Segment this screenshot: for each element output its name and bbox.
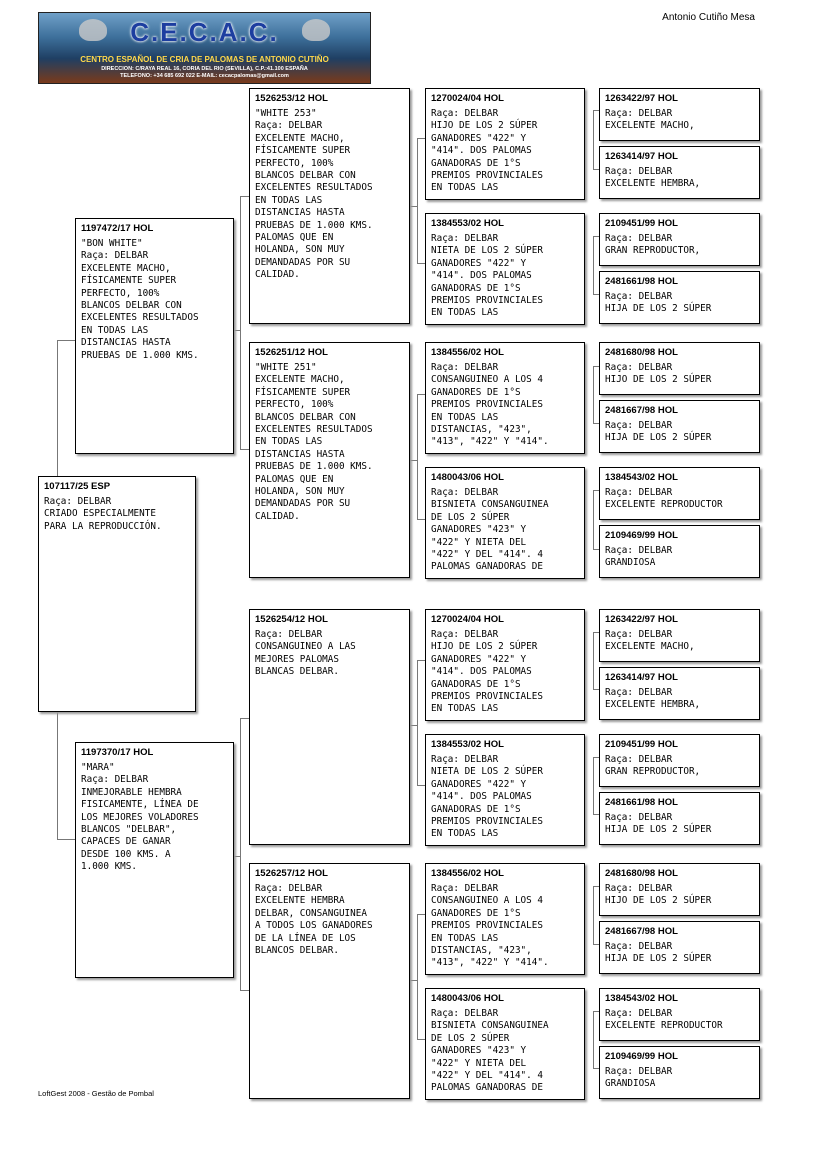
pigeon-card-great-grandparent[interactable] — [425, 342, 585, 454]
ring-number: 2109451/99 HOL — [605, 739, 678, 750]
ring-number: 1480043/06 HOL — [431, 993, 504, 1004]
pigeon-description: Raça: DELBAR BISNIETA CONSANGUINEA DE LOS 2 SÚPER GANADORES "423" Y "422" Y NIETA DEL "422" Y DEL "414". 4 PALOMAS GANADORAS DE — [431, 1008, 549, 1094]
ring-number: 1270024/04 HOL — [431, 93, 504, 104]
logo-title: C.E.C.A.C. — [130, 17, 279, 47]
ring-number: 1197472/17 HOL — [81, 223, 154, 234]
ring-number: 2109469/99 HOL — [605, 1051, 678, 1062]
pigeon-description: Raça: DELBAR EXCELENTE MACHO, — [605, 629, 695, 653]
pigeon-card-gg-grandparent[interactable] — [599, 667, 760, 720]
pigeon-description: Raça: DELBAR BISNIETA CONSANGUINEA DE LOS 2 SÚPER GANADORES "423" Y "422" Y NIETA DEL "422" Y DEL "414". 4 PALOMAS GANADORAS DE — [431, 487, 549, 573]
pigeon-description: Raça: DELBAR HIJA DE LOS 2 SÚPER — [605, 291, 712, 315]
logo-subtitle: CENTRO ESPAÑOL DE CRIA DE PALOMAS DE ANTONIO CUTIÑO — [80, 55, 329, 64]
pigeon-description: Raça: DELBAR GRAN REPRODUCTOR, — [605, 754, 701, 778]
pigeon-card-great-grandparent[interactable] — [425, 213, 585, 325]
ring-number: 1263414/97 HOL — [605, 672, 678, 683]
ring-number: 1263422/97 HOL — [605, 614, 678, 625]
ring-number: 1384543/02 HOL — [605, 993, 678, 1004]
pigeon-card-great-grandparent[interactable] — [425, 467, 585, 579]
ring-number: 2109469/99 HOL — [605, 530, 678, 541]
ring-number: 1270024/04 HOL — [431, 614, 504, 625]
pigeon-description: Raça: DELBAR GRAN REPRODUCTOR, — [605, 233, 701, 257]
pigeon-description: Raça: DELBAR NIETA DE LOS 2 SÚPER GANADORES "422" Y "414". DOS PALOMAS GANADORAS DE 1°S PREMIOS PROVINCIALES EN TODAS LAS — [431, 233, 543, 319]
pigeon-card-subject[interactable] — [38, 476, 196, 712]
pigeon-card-great-grandparent[interactable] — [425, 988, 585, 1100]
pigeon-card-gg-grandparent[interactable] — [599, 146, 760, 199]
logo-contact: TELEFONO: +34 685 692 022 E-MAIL: cecacpalomas@gmail.com — [120, 73, 289, 79]
pigeon-description: Raça: DELBAR GRANDIOSA — [605, 1066, 673, 1090]
pigeon-card-grandparent[interactable] — [249, 863, 410, 1099]
ring-number: 1526257/12 HOL — [255, 868, 328, 879]
connector-stub — [410, 460, 417, 461]
ring-number: 2481661/98 HOL — [605, 276, 678, 287]
ring-number: 1526253/12 HOL — [255, 93, 328, 104]
pigeon-card-sire[interactable] — [75, 218, 234, 454]
ring-number: 1526251/12 HOL — [255, 347, 328, 358]
connector-gp3 — [417, 660, 425, 786]
pigeon-description: Raça: DELBAR HIJO DE LOS 2 SÚPER — [605, 883, 712, 907]
pigeon-card-gg-grandparent[interactable] — [599, 1046, 760, 1099]
pigeon-description: Raça: DELBAR EXCELENTE HEMBRA, — [605, 166, 701, 190]
pigeon-card-dam[interactable] — [75, 742, 234, 978]
pigeon-description: Raça: DELBAR HIJA DE LOS 2 SÚPER — [605, 420, 712, 444]
ring-number: 1384543/02 HOL — [605, 472, 678, 483]
ring-number: 1197370/17 HOL — [81, 747, 154, 758]
pigeon-card-gg-grandparent[interactable] — [599, 213, 760, 266]
connector-stub — [234, 856, 240, 857]
connector-stub — [410, 206, 417, 207]
pigeon-description: Raça: DELBAR NIETA DE LOS 2 SÚPER GANADORES "422" Y "414". DOS PALOMAS GANADORAS DE 1°S PREMIOS PROVINCIALES EN TODAS LAS — [431, 754, 543, 840]
connector-stub — [410, 725, 417, 726]
connector-stub — [410, 980, 417, 981]
pigeon-description: Raça: DELBAR HIJA DE LOS 2 SÚPER — [605, 941, 712, 965]
ring-number: 1526254/12 HOL — [255, 614, 328, 625]
connector-sire — [240, 196, 249, 450]
pigeon-description: "WHITE 251" EXCELENTE MACHO, FÍSICAMENTE SUPER PERFECTO, 100% BLANCOS DELBAR CON EXCELENTES RESULTADOS EN TODAS LAS DISTANCIAS HASTA PRUEBAS DE 1.000 KMS. PALOMAS QUE EN HOLANDA, SON MUY DEMANDADAS POR SU CALIDAD. — [255, 362, 373, 522]
pigeon-description: Raça: DELBAR CRIADO ESPECIALMENTE PARA LA REPRODUCCIÓN. — [44, 496, 162, 532]
ring-number: 2481667/98 HOL — [605, 405, 678, 416]
logo-address: DIRECCION: C/RAYA REAL 16, CORIA DEL RIO (SEVILLA), C.P.:41.100 ESPAÑA — [101, 66, 308, 72]
pigeon-card-gg-grandparent[interactable] — [599, 88, 760, 141]
ring-number: 1263422/97 HOL — [605, 93, 678, 104]
pigeon-card-gg-grandparent[interactable] — [599, 400, 760, 453]
ring-number: 2481667/98 HOL — [605, 926, 678, 937]
pigeon-card-gg-grandparent[interactable] — [599, 525, 760, 578]
pigeon-description: "MARA" Raça: DELBAR INMEJORABLE HEMBRA FISICAMENTE, LÍNEA DE LOS MEJORES VOLADORES BLANCOS "DELBAR", CAPACES DE GANAR DESDE 100 KMS. A 1.000 KMS. — [81, 762, 199, 873]
pigeon-description: Raça: DELBAR EXCELENTE REPRODUCTOR — [605, 487, 723, 511]
pigeon-description: Raça: DELBAR EXCELENTE HEMBRA DELBAR, CONSANGUINEA A TODOS LOS GANADORES DE LA LÍNEA DE LOS BLANCOS DELBAR. — [255, 883, 373, 957]
pigeon-card-great-grandparent[interactable] — [425, 88, 585, 200]
pigeon-card-great-grandparent[interactable] — [425, 863, 585, 975]
pigeon-card-gg-grandparent[interactable] — [599, 342, 760, 395]
cecac-logo — [38, 12, 371, 84]
pigeon-description: Raça: DELBAR EXCELENTE HEMBRA, — [605, 687, 701, 711]
pigeon-card-gg-grandparent[interactable] — [599, 271, 760, 324]
pigeon-card-gg-grandparent[interactable] — [599, 467, 760, 520]
ring-number: 2481680/98 HOL — [605, 347, 678, 358]
pigeon-card-grandparent[interactable] — [249, 609, 410, 845]
ring-number: 2481680/98 HOL — [605, 868, 678, 879]
pigeon-description: Raça: DELBAR CONSANGUINEO A LOS 4 GANADORES DE 1°S PREMIOS PROVINCIALES EN TODAS LAS DISTANCIAS, "423", "413", "422" Y "414". — [431, 883, 549, 969]
owner-name: Antonio Cutiño Mesa — [662, 12, 755, 23]
connector-stub — [234, 330, 240, 331]
pigeon-description: Raça: DELBAR EXCELENTE MACHO, — [605, 108, 695, 132]
pigeon-card-gg-grandparent[interactable] — [599, 863, 760, 916]
pigeon-card-gg-grandparent[interactable] — [599, 734, 760, 787]
footer-text: LoftGest 2008 - Gestão de Pombal — [38, 1089, 154, 1098]
ring-number: 1384553/02 HOL — [431, 739, 504, 750]
connector-gp1 — [417, 138, 425, 264]
pigeon-description: Raça: DELBAR HIJO DE LOS 2 SÚPER GANADORES "422" Y "414". DOS PALOMAS GANADORAS DE 1°S PREMIOS PROVINCIALES EN TODAS LAS — [431, 629, 543, 715]
pigeon-description: Raça: DELBAR GRANDIOSA — [605, 545, 673, 569]
ring-number: 1384556/02 HOL — [431, 347, 504, 358]
connector-gp4 — [417, 914, 425, 1040]
ring-number: 2109451/99 HOL — [605, 218, 678, 229]
connector-dam — [240, 718, 249, 991]
ring-number: 1384553/02 HOL — [431, 218, 504, 229]
pigeon-card-grandparent[interactable] — [249, 342, 410, 578]
pigeon-description: "WHITE 253" Raça: DELBAR EXCELENTE MACHO, FÍSICAMENTE SUPER PERFECTO, 100% BLANCOS DELBAR CON EXCELENTES RESULTADOS EN TODAS LAS DISTANCIAS HASTA PRUEBAS DE 1.000 KMS. PALOMAS QUE EN HOLANDA, SON MUY DEMANDADAS POR SU CALIDAD. — [255, 108, 373, 281]
pigeon-card-great-grandparent[interactable] — [425, 609, 585, 721]
pigeon-card-gg-grandparent[interactable] — [599, 609, 760, 662]
pigeon-description: Raça: DELBAR CONSANGUINEO A LOS 4 GANADORES DE 1°S PREMIOS PROVINCIALES EN TODAS LAS DISTANCIAS, "423", "413", "422" Y "414". — [431, 362, 549, 448]
pigeon-card-grandparent[interactable] — [249, 88, 410, 324]
ring-number: 1263414/97 HOL — [605, 151, 678, 162]
pigeon-card-great-grandparent[interactable] — [425, 734, 585, 846]
pigeon-description: Raça: DELBAR CONSANGUINEO A LAS MEJORES PALOMAS BLANCAS DELBAR. — [255, 629, 356, 678]
pigeon-card-gg-grandparent[interactable] — [599, 792, 760, 845]
pigeon-card-gg-grandparent[interactable] — [599, 921, 760, 974]
connector-gp2 — [417, 394, 425, 520]
pigeon-description: Raça: DELBAR HIJA DE LOS 2 SÚPER — [605, 812, 712, 836]
ring-number: 1384556/02 HOL — [431, 868, 504, 879]
ring-number: 1480043/06 HOL — [431, 472, 504, 483]
pigeon-description: Raça: DELBAR HIJO DE LOS 2 SÚPER GANADORES "422" Y "414". DOS PALOMAS GANADORAS DE 1°S PREMIOS PROVINCIALES EN TODAS LAS — [431, 108, 543, 194]
pigeon-card-gg-grandparent[interactable] — [599, 988, 760, 1041]
pigeon-description: "BON WHITE" Raça: DELBAR EXCELENTE MACHO, FÍSICAMENTE SUPER PERFECTO, 100% BLANCOS DELBAR CON EXCELENTES RESULTADOS EN TODAS LAS DISTANCIAS HASTA PRUEBAS DE 1.000 KMS. — [81, 238, 199, 361]
pigeon-description: Raça: DELBAR EXCELENTE REPRODUCTOR — [605, 1008, 723, 1032]
ring-number: 107117/25 ESP — [44, 481, 111, 492]
ring-number: 2481661/98 HOL — [605, 797, 678, 808]
pigeon-description: Raça: DELBAR HIJO DE LOS 2 SÚPER — [605, 362, 712, 386]
